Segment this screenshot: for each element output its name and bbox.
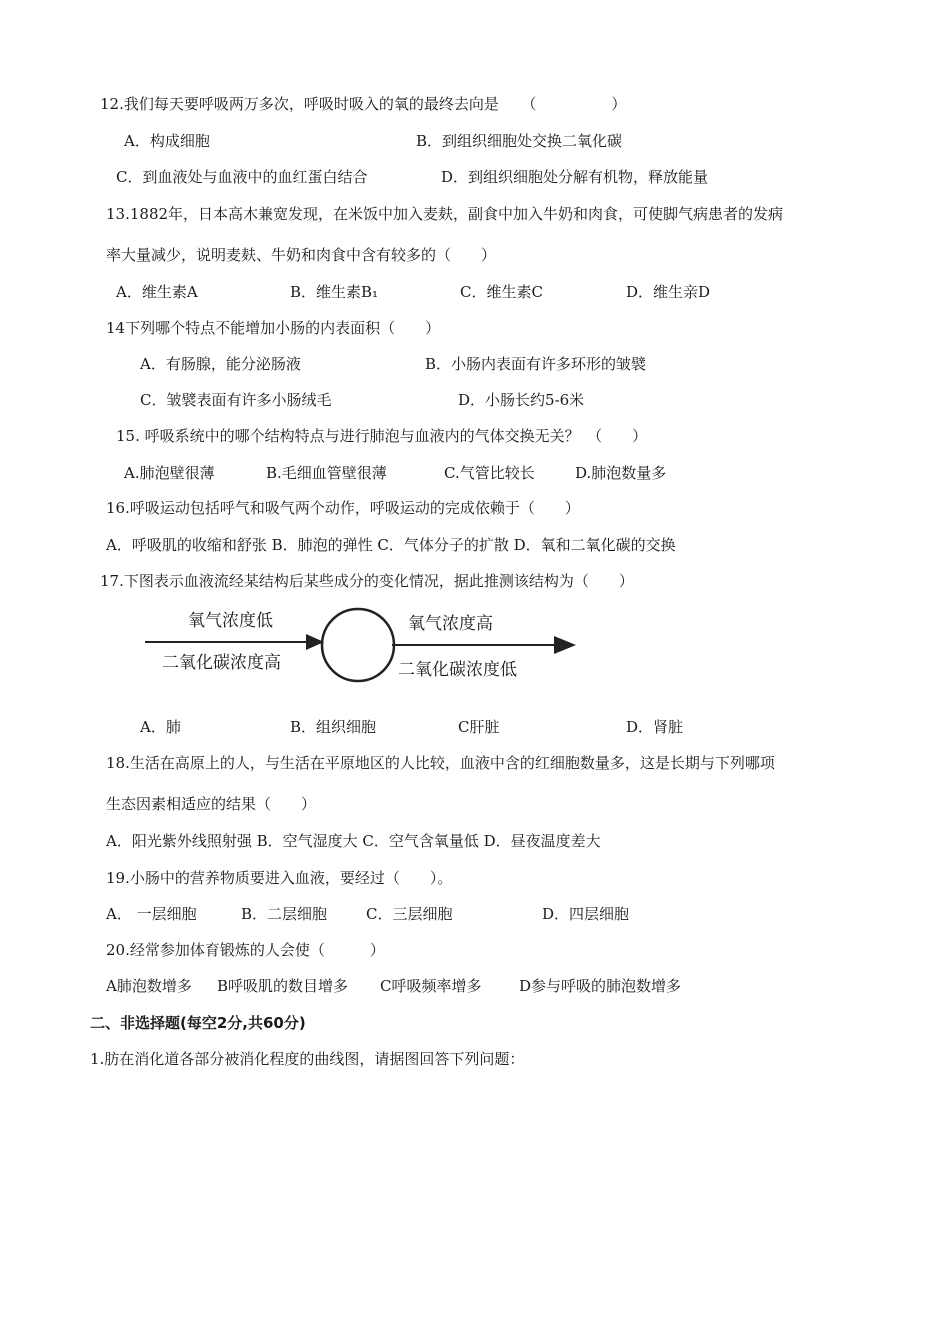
question-20-stem: 20.经常参加体育锻炼的人会使（ ） — [106, 941, 385, 959]
question-19-option-c: C．三层细胞 — [366, 905, 453, 923]
diagram-right-top-label: 氧气浓度高 — [408, 614, 493, 634]
question-20-option-a: A肺泡数增多 — [106, 977, 192, 995]
question-15-option-d: D.肺泡数量多 — [575, 464, 667, 482]
question-18-options: A．阳光紫外线照射强 B．空气湿度大 C．空气含氧量低 D．昼夜温度差大 — [106, 832, 601, 850]
question-15-option-b: B.毛细血管壁很薄 — [266, 464, 387, 482]
blood-flow-diagram — [140, 605, 580, 695]
question-13-stem: 13.1882年，日本高木兼宽发现，在米饭中加入麦麸，副食中加入牛奶和肉食，可使脚气病患者的发病 — [106, 205, 784, 223]
question-13-option-b: B．维生素B₁ — [290, 283, 379, 301]
question-17-option-b: B．组织细胞 — [290, 718, 377, 736]
question-12-option-a: A．构成细胞 — [124, 132, 210, 150]
question-15-stem: 15. 呼吸系统中的哪个结构特点与进行肺泡与血液内的气体交换无关？ （ ） — [116, 427, 648, 445]
question-16-options: A．呼吸肌的收缩和舒张 B．肺泡的弹性 C．气体分子的扩散 D．氧和二氧化碳的交换 — [106, 536, 676, 554]
question-16-stem: 16.呼吸运动包括呼气和吸气两个动作，呼吸运动的完成依赖于（ ） — [106, 499, 580, 517]
structure-circle — [322, 609, 394, 681]
section-2-question-1: 1.肪在消化道各部分被消化程度的曲线图，请据图回答下列问题： — [90, 1050, 525, 1068]
question-20-option-d: D参与呼吸的肺泡数增多 — [519, 977, 682, 995]
question-12-option-c: C．到血液处与血液中的血红蛋白结合 — [116, 168, 368, 186]
right-arrow-head — [554, 636, 576, 654]
diagram-left-top-label: 氧气浓度低 — [188, 611, 273, 631]
question-20-option-b: B呼吸肌的数目增多 — [217, 977, 349, 995]
question-17-option-a: A．肺 — [140, 718, 181, 736]
question-12-option-b: B．到组织细胞处交换二氧化碳 — [416, 132, 623, 150]
question-18-stem-cont: 生态因素相适应的结果（ ） — [106, 795, 317, 813]
question-14-option-c: C．皱襞表面有许多小肠绒毛 — [140, 391, 332, 409]
question-12-stem: 12.我们每天要呼吸两万多次，呼吸时吸入的氧的最终去向是 （ ） — [100, 95, 627, 113]
question-19-stem: 19.小肠中的营养物质要进入血液，要经过（ ）。 — [106, 869, 453, 887]
question-13-stem-cont: 率大量减少，说明麦麸、牛奶和肉食中含有较多的（ ） — [106, 246, 497, 264]
question-13-option-c: C．维生素C — [460, 283, 543, 301]
question-13-option-a: A．维生素A — [116, 283, 198, 301]
question-14-option-d: D．小肠长约5-6米 — [458, 391, 585, 409]
question-20-option-c: C呼吸频率增多 — [380, 977, 482, 995]
question-17-stem: 17.下图表示血液流经某结构后某些成分的变化情况，据此推测该结构为（ ） — [100, 572, 634, 590]
question-15-option-c: C.气管比较长 — [444, 464, 535, 482]
diagram-right-bottom-label: 二氧化碳浓度低 — [398, 660, 517, 680]
question-15-option-a: A.肺泡壁很薄 — [124, 464, 215, 482]
question-18-stem: 18.生活在高原上的人，与生活在平原地区的人比较，血液中含的红细胞数量多，这是长期与下列哪项 — [106, 754, 775, 772]
question-13-option-d: D．维生亲D — [626, 283, 711, 301]
question-19-option-d: D．四层细胞 — [542, 905, 630, 923]
question-17-option-c: C肝脏 — [458, 718, 500, 736]
section-2-title: 二、非选择题(每空2分,共60分) — [90, 1014, 306, 1032]
question-19-option-b: B．二层细胞 — [241, 905, 328, 923]
question-14-option-b: B．小肠内表面有许多环形的皱襞 — [425, 355, 647, 373]
question-14-stem: 14下列哪个特点不能增加小肠的内表面积（ ） — [106, 319, 441, 337]
question-19-option-a: A． 一层细胞 — [106, 905, 197, 923]
question-12-option-d: D．到组织细胞处分解有机物，释放能量 — [441, 168, 709, 186]
diagram-left-bottom-label: 二氧化碳浓度高 — [162, 653, 281, 673]
question-14-option-a: A．有肠腺，能分泌肠液 — [140, 355, 301, 373]
question-17-option-d: D．肾脏 — [626, 718, 684, 736]
